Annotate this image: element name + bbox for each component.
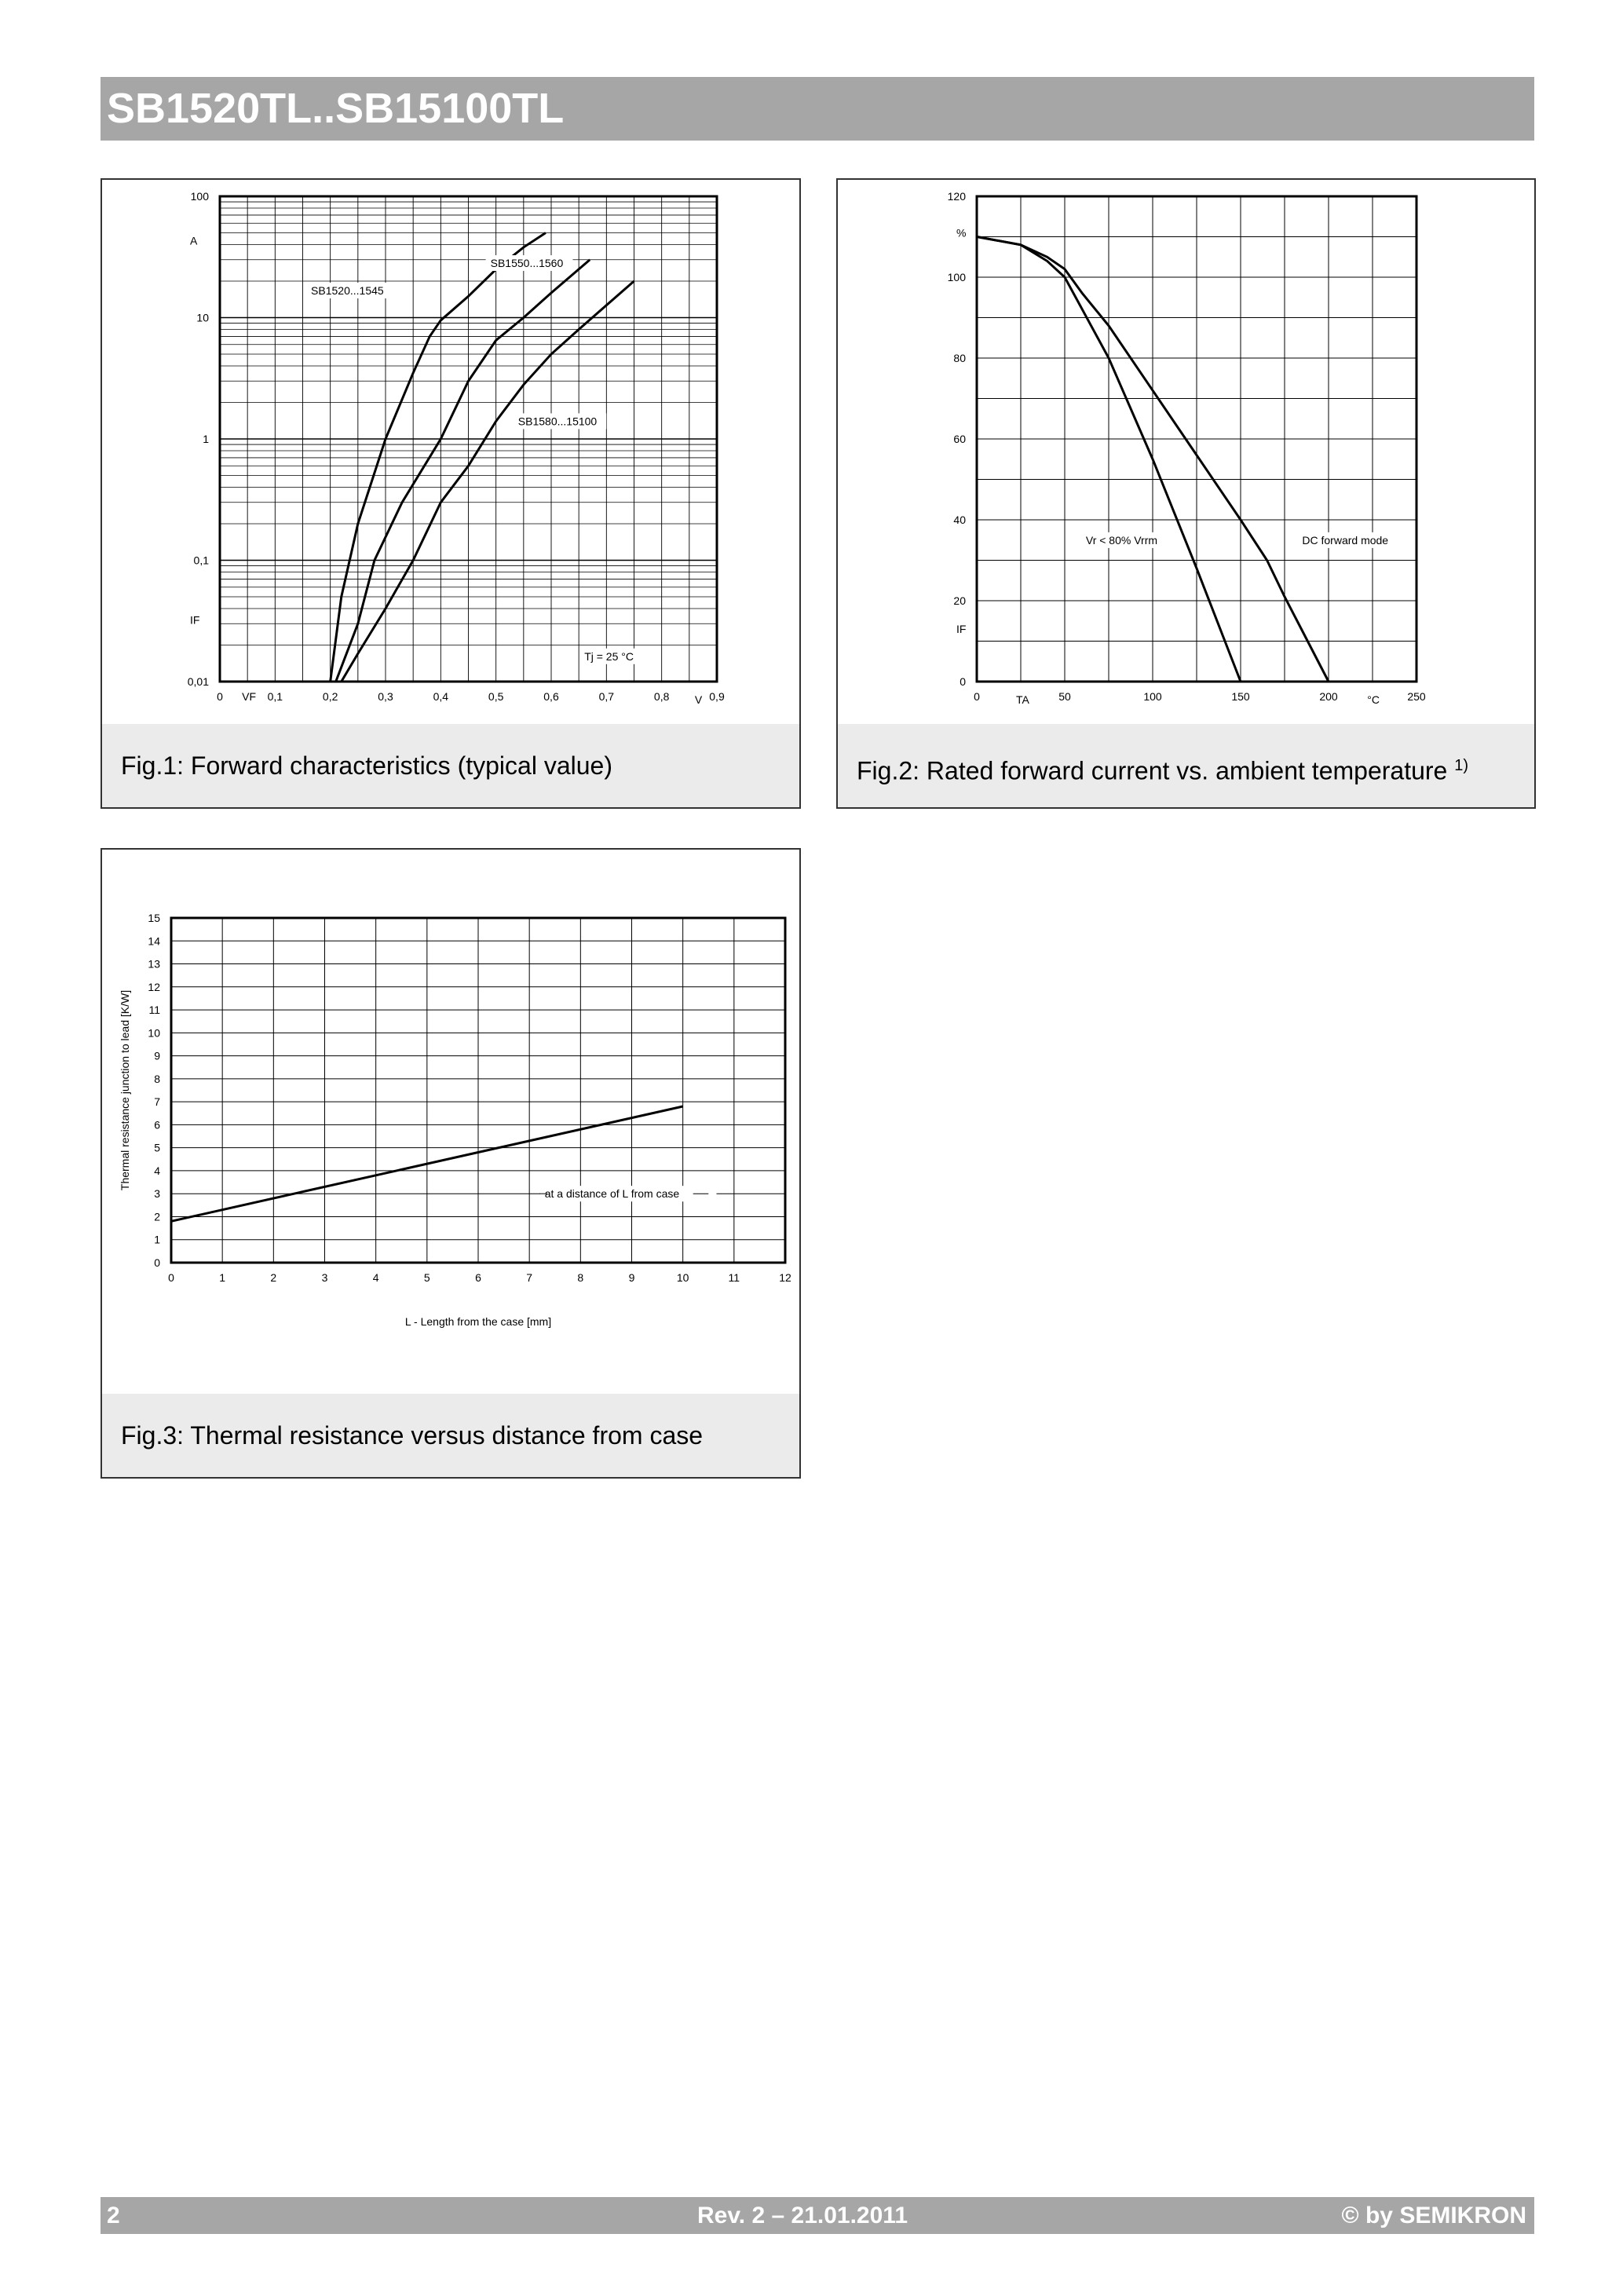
legend-sb1520: SB1520...1545	[311, 283, 384, 297]
x-tick-label: 0	[974, 690, 980, 703]
figure-3	[101, 848, 801, 1479]
y-tick-label: 11	[148, 1004, 160, 1017]
y-tick-label: 14	[148, 934, 160, 948]
y-tick-label: 0,1	[193, 554, 209, 567]
y-tick-label: 80	[953, 352, 966, 364]
y-tick-label: 1	[154, 1233, 160, 1246]
x-tick-label: 2	[270, 1271, 277, 1284]
y-tick-label: 40	[953, 514, 966, 526]
thermal-resistance-chart	[102, 850, 802, 1399]
y-tick-label: 2	[154, 1210, 160, 1223]
distance-note: at a distance of L from case	[544, 1187, 680, 1201]
figure-2	[836, 178, 1536, 809]
revision: Rev. 2 – 21.01.2011	[697, 2203, 908, 2228]
y-tick-label: 100	[947, 271, 966, 283]
y-tick-label: 12	[148, 980, 160, 993]
x-tick-label: 0,4	[433, 690, 449, 703]
temperature-note: Tj = 25 °C	[584, 649, 634, 663]
y-tick-label: 5	[154, 1141, 160, 1154]
derating-chart	[838, 180, 1537, 729]
x-tick-label: 0,5	[488, 690, 504, 703]
y-tick-label: 1	[203, 433, 209, 445]
y-tick-label: 0	[154, 1256, 160, 1269]
x-tick-label: 5	[423, 1271, 430, 1284]
x-tick-label: 4	[372, 1271, 379, 1284]
y-axis-label: IF	[956, 623, 967, 636]
y-axis-label: IF	[190, 613, 200, 627]
x-tick-label: 0,8	[653, 690, 670, 703]
figure-1-caption: Fig.1: Forward characteristics (typical value)	[102, 724, 799, 807]
x-axis-label: L - Length from the case [mm]	[404, 1315, 552, 1328]
x-unit: °C	[1367, 693, 1380, 706]
figure-3-caption: Fig.3: Thermal resistance versus distance from case	[102, 1394, 799, 1477]
x-tick-label: 0,7	[598, 690, 615, 703]
x-tick-label: 11	[728, 1271, 740, 1284]
x-tick-label: 0	[168, 1271, 174, 1284]
footnote-mark: 1)	[1454, 757, 1469, 774]
y-tick-label: 8	[154, 1072, 160, 1085]
y-tick-label: 3	[154, 1187, 160, 1201]
x-tick-label: 100	[1143, 690, 1162, 703]
figure-2-caption	[838, 724, 1534, 807]
x-tick-label: 0	[217, 690, 223, 703]
x-tick-label: 0,3	[378, 690, 393, 703]
x-tick-label: 1	[219, 1271, 226, 1284]
y-axis-label: Thermal resistance junction to lead [K/W]	[119, 989, 131, 1191]
caption-text: Fig.2: Rated forward current vs. ambient temperature	[857, 756, 1448, 785]
figure-1	[101, 178, 801, 809]
x-tick-label: 200	[1319, 690, 1338, 703]
y-unit: %	[956, 226, 967, 239]
legend-dc-forward: DC forward mode	[1302, 533, 1389, 547]
y-tick-label: 100	[190, 190, 209, 203]
y-unit: A	[190, 234, 198, 247]
y-tick-label: 120	[947, 190, 966, 203]
x-axis-label: VF	[242, 690, 257, 703]
copyright: © by SEMIKRON	[1341, 2203, 1526, 2228]
x-tick-label: 0,6	[543, 690, 559, 703]
y-tick-label: 6	[154, 1118, 160, 1132]
x-tick-label: 12	[779, 1271, 791, 1284]
y-tick-label: 10	[196, 311, 209, 324]
x-tick-label: 6	[475, 1271, 481, 1284]
legend-sb1580: SB1580...15100	[517, 415, 598, 428]
x-tick-label: 0,9	[709, 690, 725, 703]
legend-sb1550: SB1550...1560	[490, 257, 564, 270]
series-line	[331, 233, 546, 682]
document-title: SB1520TL..SB15100TL	[101, 77, 1534, 141]
y-tick-label: 0,01	[187, 675, 209, 688]
x-tick-label: 10	[676, 1271, 689, 1284]
y-tick-label: 9	[154, 1049, 160, 1062]
forward-characteristics-chart	[102, 180, 802, 729]
legend-vr80: Vr < 80% Vrrm	[1085, 533, 1158, 547]
x-tick-label: 0,2	[322, 690, 338, 703]
y-tick-label: 7	[154, 1095, 160, 1109]
y-tick-label: 10	[148, 1026, 160, 1040]
y-tick-label: 60	[953, 433, 966, 445]
y-tick-label: 15	[148, 912, 160, 924]
page-number: 2	[107, 2203, 120, 2228]
y-tick-label: 20	[953, 594, 966, 607]
x-tick-label: 0,1	[267, 690, 283, 703]
x-tick-label: 8	[577, 1271, 584, 1284]
x-tick-label: 9	[628, 1271, 635, 1284]
x-tick-label: 3	[321, 1271, 328, 1284]
x-unit: V	[694, 693, 703, 706]
x-tick-label: 50	[1058, 690, 1071, 703]
page-footer	[101, 2197, 1534, 2234]
x-tick-label: 7	[526, 1271, 533, 1284]
y-tick-label: 0	[960, 675, 966, 688]
y-tick-label: 13	[148, 957, 160, 971]
y-tick-label: 4	[154, 1164, 160, 1177]
x-tick-label: 250	[1407, 690, 1426, 703]
x-axis-label: TA	[1016, 693, 1029, 706]
x-tick-label: 150	[1231, 690, 1250, 703]
